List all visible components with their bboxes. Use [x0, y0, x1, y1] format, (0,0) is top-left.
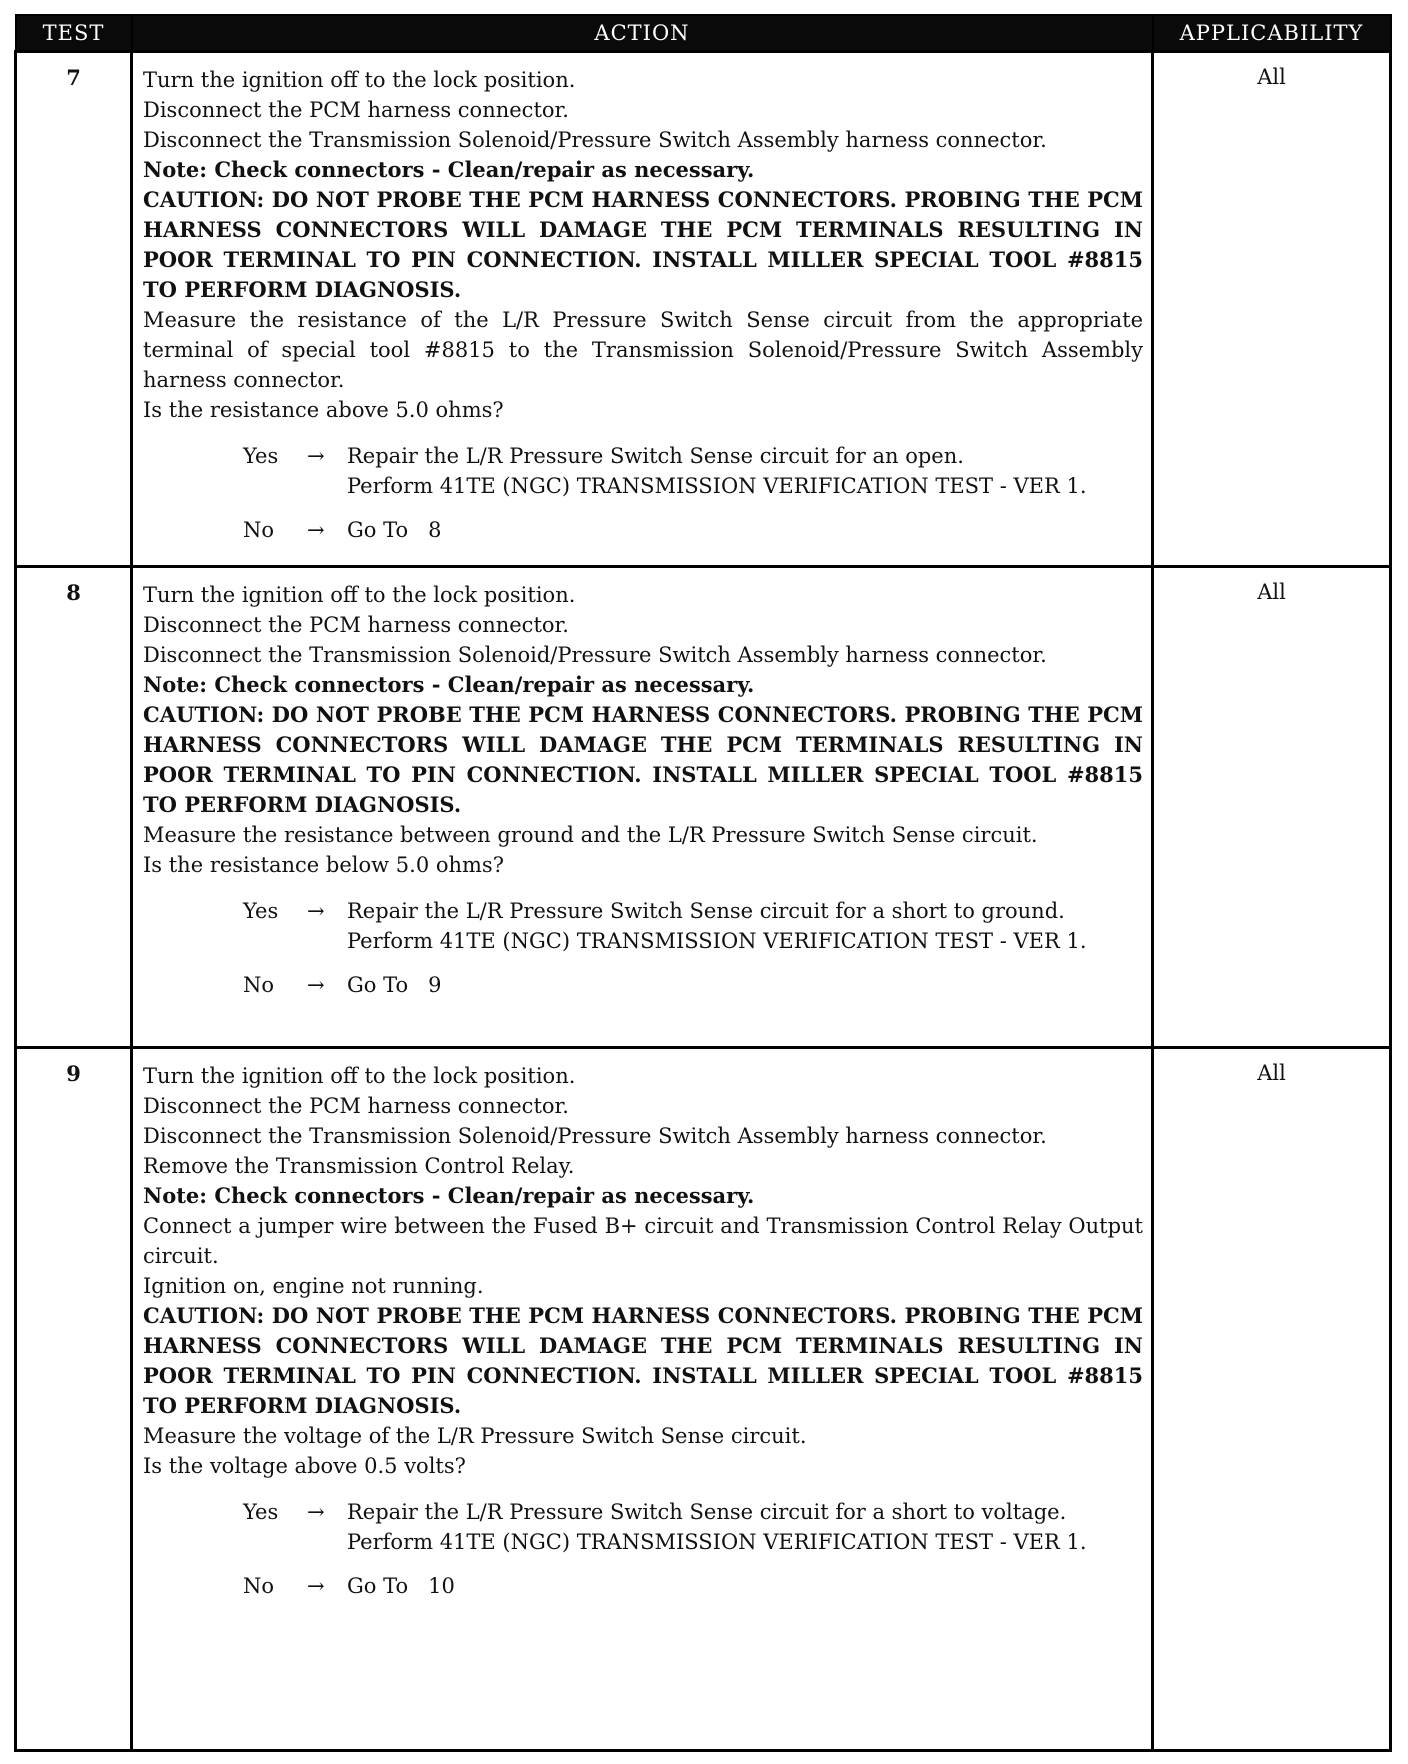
note-text: Note: Check connectors - Clean/repair as necessary.	[143, 157, 755, 182]
ignition-instruction: Ignition on, engine not running.	[143, 1274, 484, 1298]
test-number: 8	[16, 567, 132, 1048]
header-applicability: APPLICABILITY	[1153, 15, 1391, 52]
yes-label: Yes	[243, 899, 279, 923]
arrow-icon: →	[307, 1574, 325, 1598]
no-text: Go To 8	[347, 518, 442, 542]
caution-text: CAUTION: DO NOT PROBE THE PCM HARNESS CONNECTORS. PROBING THE PCM HARNESS CONNECTORS WILL DAMAGE THE PCM TERMINALS RESULTING IN POOR TERMINAL TO PIN CONNECTION. INSTALL MILLER SPECIAL TOOL #8815 TO PERFORM DIAGNOSIS.	[143, 1303, 1143, 1418]
no-result	[243, 515, 1143, 545]
yes-label: Yes	[243, 444, 279, 468]
note-text: Note: Check connectors - Clean/repair as necessary.	[143, 672, 755, 697]
step: Turn the ignition off to the lock position.	[143, 68, 576, 92]
yes-text	[347, 1497, 1143, 1557]
table-row	[16, 52, 1391, 567]
arrow-icon: →	[307, 973, 325, 997]
test-number: 7	[16, 52, 132, 567]
step: Remove the Transmission Control Relay.	[143, 1154, 575, 1178]
step: Disconnect the PCM harness connector.	[143, 98, 569, 122]
arrow-icon: →	[307, 1500, 325, 1524]
header-test: TEST	[16, 15, 132, 52]
yes-result	[243, 1497, 1143, 1557]
step: Turn the ignition off to the lock position.	[143, 1064, 576, 1088]
applicability-value: All	[1153, 52, 1391, 567]
no-result	[243, 970, 1143, 1000]
table-header-row	[16, 15, 1391, 52]
arrow-icon: →	[307, 899, 325, 923]
arrow-icon: →	[307, 518, 325, 542]
step: Turn the ignition off to the lock position.	[143, 583, 576, 607]
yes-repair: Repair the L/R Pressure Switch Sense circuit for an open.	[347, 444, 964, 468]
action-cell	[132, 52, 1153, 567]
yes-result	[243, 441, 1143, 501]
applicability-value: All	[1153, 567, 1391, 1048]
yes-perform: Perform 41TE (NGC) TRANSMISSION VERIFICATION TEST - VER 1.	[347, 1530, 1087, 1554]
measure-instruction: Measure the resistance of the L/R Pressure Switch Sense circuit from the appropriate terminal of special tool #8815 to the Transmission Solenoid/Pressure Switch Assembly harness connector.	[143, 308, 1143, 392]
step: Disconnect the Transmission Solenoid/Pressure Switch Assembly harness connector.	[143, 128, 1047, 152]
measure-instruction: Measure the resistance between ground and the L/R Pressure Switch Sense circuit.	[143, 823, 1038, 847]
table-row	[16, 567, 1391, 1048]
diagnostic-test-table-container	[14, 14, 1392, 1752]
step: Disconnect the Transmission Solenoid/Pressure Switch Assembly harness connector.	[143, 643, 1047, 667]
no-text: Go To 10	[347, 1574, 455, 1598]
question-text: Is the resistance below 5.0 ohms?	[143, 853, 504, 877]
question-text: Is the resistance above 5.0 ohms?	[143, 398, 504, 422]
step: Disconnect the Transmission Solenoid/Pressure Switch Assembly harness connector.	[143, 1124, 1047, 1148]
caution-text: CAUTION: DO NOT PROBE THE PCM HARNESS CONNECTORS. PROBING THE PCM HARNESS CONNECTORS WILL DAMAGE THE PCM TERMINALS RESULTING IN POOR TERMINAL TO PIN CONNECTION. INSTALL MILLER SPECIAL TOOL #8815 TO PERFORM DIAGNOSIS.	[143, 187, 1143, 302]
applicability-value: All	[1153, 1048, 1391, 1751]
question-text: Is the voltage above 0.5 volts?	[143, 1454, 466, 1478]
arrow-icon: →	[307, 444, 325, 468]
no-label: No	[243, 973, 275, 997]
test-number: 9	[16, 1048, 132, 1751]
yes-repair: Repair the L/R Pressure Switch Sense circuit for a short to voltage.	[347, 1500, 1067, 1524]
action-cell	[132, 567, 1153, 1048]
step: Disconnect the PCM harness connector.	[143, 1094, 569, 1118]
caution-text: CAUTION: DO NOT PROBE THE PCM HARNESS CONNECTORS. PROBING THE PCM HARNESS CONNECTORS WILL DAMAGE THE PCM TERMINALS RESULTING IN POOR TERMINAL TO PIN CONNECTION. INSTALL MILLER SPECIAL TOOL #8815 TO PERFORM DIAGNOSIS.	[143, 702, 1143, 817]
header-action: ACTION	[132, 15, 1153, 52]
no-result	[243, 1571, 1143, 1601]
table-row	[16, 1048, 1391, 1751]
diagnostic-test-table	[14, 14, 1392, 1752]
note-text: Note: Check connectors - Clean/repair as necessary.	[143, 1183, 755, 1208]
yes-repair: Repair the L/R Pressure Switch Sense circuit for a short to ground.	[347, 899, 1065, 923]
yes-text	[347, 441, 1143, 501]
no-label: No	[243, 1574, 275, 1598]
no-text: Go To 9	[347, 973, 442, 997]
measure-instruction: Measure the voltage of the L/R Pressure Switch Sense circuit.	[143, 1424, 807, 1448]
action-cell	[132, 1048, 1153, 1751]
yes-perform: Perform 41TE (NGC) TRANSMISSION VERIFICATION TEST - VER 1.	[347, 474, 1087, 498]
no-label: No	[243, 518, 275, 542]
yes-text	[347, 896, 1143, 956]
jumper-instruction: Connect a jumper wire between the Fused B+ circuit and Transmission Control Relay Output circuit.	[143, 1214, 1143, 1268]
step: Disconnect the PCM harness connector.	[143, 613, 569, 637]
yes-perform: Perform 41TE (NGC) TRANSMISSION VERIFICATION TEST - VER 1.	[347, 929, 1087, 953]
yes-label: Yes	[243, 1500, 279, 1524]
yes-result	[243, 896, 1143, 956]
